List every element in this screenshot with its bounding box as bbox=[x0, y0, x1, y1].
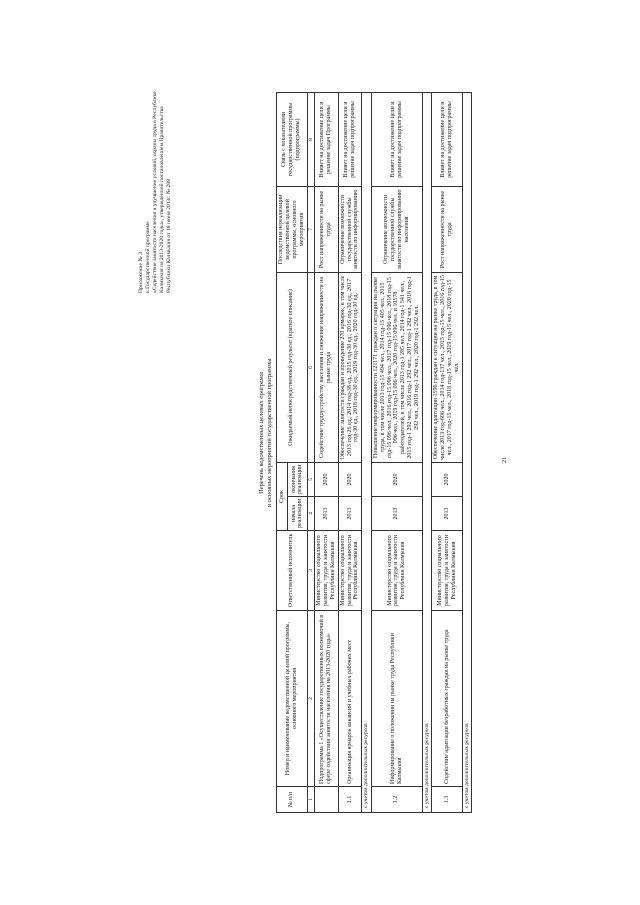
table-row-resources bbox=[422, 92, 431, 812]
cell-end: 2020 bbox=[371, 462, 422, 496]
col-number: 2 bbox=[307, 610, 314, 786]
appendix-line-2: к Государственной программе bbox=[144, 220, 151, 293]
header-result: Ожидаемый непосредственный результат (краткое описание) bbox=[277, 272, 308, 462]
table-row-resources bbox=[362, 92, 371, 812]
cell-num: 1.2 bbox=[371, 786, 422, 812]
header-row bbox=[277, 92, 288, 812]
document-subtitle: и основных мероприятий государственной программы bbox=[266, 358, 273, 507]
cell-result: Обеспечение занятости граждан и проведение 270 ярмарок, в том числе 2013 год-26 ед., 2014 год-38 ед., 2015 год-30 ед., 2016 год-30 ед., 2017 год-30 ед., 2018 год-30 ед., 2019 год-30 ед., 2020 год-30 ед. bbox=[338, 272, 362, 462]
header-term: Срок bbox=[277, 462, 288, 530]
header-num: № п/п bbox=[277, 786, 308, 812]
table-row-resources bbox=[462, 92, 471, 812]
cell-result: Содействие трудоустройству населения и снижение напряженности на рынке труда bbox=[314, 272, 338, 462]
table-row-1-2 bbox=[371, 92, 422, 812]
col-number: 1 bbox=[307, 786, 314, 812]
header-name: Номер и наименование ведомственной целевой программы, основного мероприятия bbox=[277, 610, 308, 786]
cell-name: Организация ярмарок вакансий и учебных рабочих мест bbox=[338, 610, 362, 786]
cell-consequence: Рост напряженности на рынке труда bbox=[432, 186, 463, 272]
col-number: 3 bbox=[307, 530, 314, 610]
cell-link: Влияет на достижение цели и решение задач Программы bbox=[314, 92, 338, 186]
header-consequence: Последствия нереализации ведомственной целевой программы, основного мероприятия bbox=[277, 186, 308, 272]
table-row-subprogram bbox=[314, 92, 338, 812]
cell-result: Обеспечение адаптации 1596 граждан к ситуации на рынке труда, в том числе 2013 год-606 чел., 2014 год-137 чел., 2015 год-15 чел., 2016 год-15 чел., 2017 год-15 чел., 2018 год-15 чел., 2019 год-15 чел., 2020 год-15 чел. bbox=[432, 272, 463, 462]
col-number: 7 bbox=[307, 186, 314, 272]
cell-consequence: Рост напряженности на рынке труда bbox=[314, 186, 338, 272]
cell-num bbox=[314, 786, 338, 812]
header-executor: Ответственный исполнитель bbox=[277, 530, 308, 610]
document-title: Перечень ведомственных целевых программ bbox=[258, 371, 265, 494]
cell-start: 2013 bbox=[338, 496, 362, 530]
rotated-document-page bbox=[120, 73, 520, 833]
col-number: 8 bbox=[307, 92, 314, 186]
cell-executor: Министерство социального развития, труда и занятости Республики Калмыкия bbox=[338, 530, 362, 610]
table-row-1-1 bbox=[338, 92, 362, 812]
cell-name: Информирование о положении на рынке труда Республики Калмыкия bbox=[371, 610, 422, 786]
cell-result: Повышение информированности 121171 граждан о ситуации на рынке труда, в том числе 2013 год-15 494 чел., 2014 год-15 405 чел., 2015 год-15 096 чел., 2016 год-15 096 чел., 2017 год-15 096 чел., 2018 год-15 096 чел., 2019 год-15 096 чел., 2020 год-15 096 чел. и 10578 работодателей, в том числе 2013 год-1 285 чел., 2014 год-1 541 чел., 2015 год-1 292 чел., 2016 год-1 292 чел., 2017 год-1 292 чел., 2018 год-1 292 чел., 2019 год-1 292 чел., 2020 год-1 292 чел. bbox=[371, 272, 422, 462]
table-row-1-3 bbox=[432, 92, 463, 812]
header-start: начала реализации bbox=[288, 496, 307, 530]
cell-start: 2013 bbox=[432, 496, 463, 530]
cell-name: Содействие адаптации безработных граждан на рынке труда bbox=[432, 610, 463, 786]
cell-executor: Министерство социального развития, труда и занятости Республики Калмыкия bbox=[432, 530, 463, 610]
cell-end: 2020 bbox=[432, 462, 463, 496]
cell-executor: Министерство социального развития, труда и занятости Республики Калмыкия bbox=[371, 530, 422, 610]
page-number: 21 bbox=[502, 456, 508, 463]
resources-note: с учетом дополнительных ресурсов bbox=[362, 92, 371, 812]
col-number: 4 bbox=[307, 496, 314, 530]
cell-executor: Министерство социального развития, труда и занятости Республики Калмыкия bbox=[314, 530, 338, 610]
appendix-note bbox=[138, 83, 173, 293]
cell-end: 2020 bbox=[338, 462, 362, 496]
cell-link: Влияет на достижение цели и решение задач подпрограммы bbox=[371, 92, 422, 186]
cell-start: 2013 bbox=[371, 496, 422, 530]
cell-consequence: Ограничение возможности государственной службы занятости по информированию населения bbox=[371, 186, 422, 272]
col-number: 5 bbox=[307, 462, 314, 496]
appendix-line-1: Приложение № 3 bbox=[138, 251, 144, 293]
cell-end: 2020 bbox=[314, 462, 338, 496]
resources-note: с учетом дополнительных ресурсов bbox=[422, 92, 431, 812]
resources-note: с учетом дополнительных ресурсов bbox=[462, 92, 471, 812]
appendix-line-3: «Содействие занятости населения и улучшение условий, охраны труда в Республике Калмыкия на 2013-2020 годы», утвержденной постановлением Правительства Республики Калмыкия от 18 июня 2013г. № 288 bbox=[151, 90, 172, 293]
cell-link: Влияет на достижение цели и решение задач подпрограммы bbox=[338, 92, 362, 186]
cell-consequence: Ограничение возможности государственной службы занятости по информированию bbox=[338, 186, 362, 272]
cell-name: Подпрограмма 1 «Осуществление государственных полномочий в сфере содействия занятости населения на 2013-2020 годы» bbox=[314, 610, 338, 786]
col-number: 6 bbox=[307, 272, 314, 462]
program-table bbox=[276, 91, 472, 812]
header-link: Связь с показателями государственной программы (подпрограммы) bbox=[277, 92, 308, 186]
header-end: окончания реализации bbox=[288, 462, 307, 496]
cell-link: Влияет на достижение цели и решение задач подпрограммы bbox=[432, 92, 463, 186]
column-number-row bbox=[307, 92, 314, 812]
cell-start: 2013 bbox=[314, 496, 338, 530]
cell-num: 1.1 bbox=[338, 786, 362, 812]
cell-num: 1.3 bbox=[432, 786, 463, 812]
